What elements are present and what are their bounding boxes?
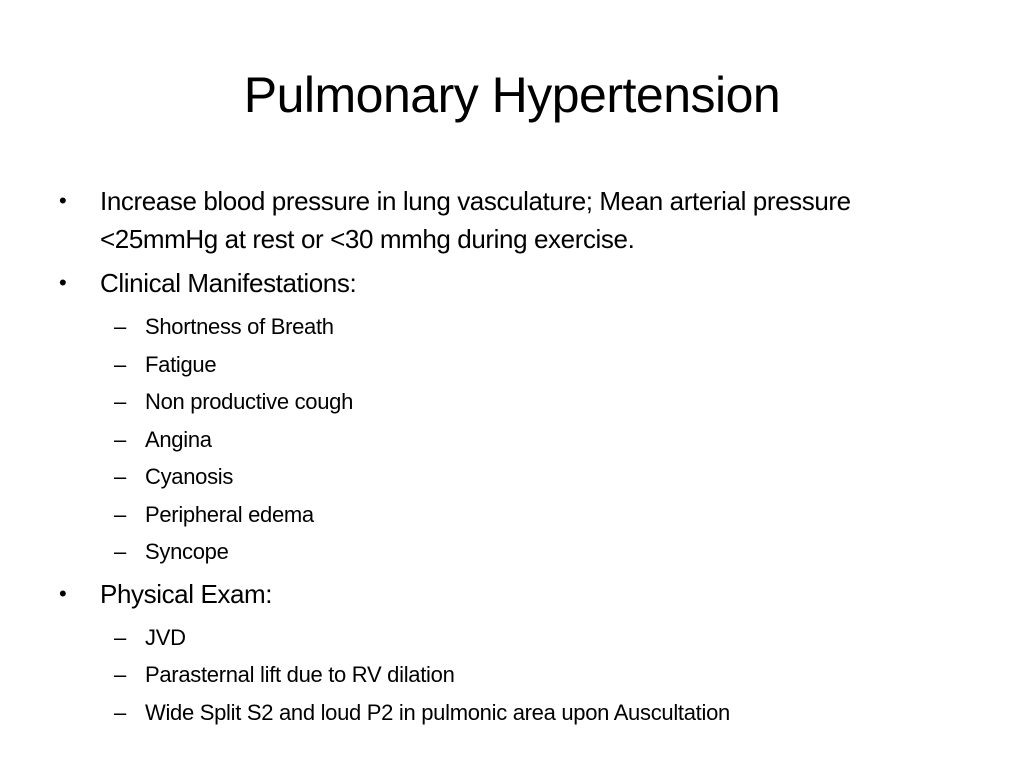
sub-bullet-text: Non productive cough — [145, 389, 354, 414]
dash-icon: – — [114, 351, 126, 377]
bullet-text: Increase blood pressure in lung vasculature; Mean arterial pressure <25mmHg at rest or <30 mmhg during exercise. — [100, 186, 851, 254]
dash-icon: – — [114, 539, 126, 564]
slide-body — [57, 182, 957, 735]
dash-icon: – — [114, 624, 126, 650]
bullet-text: Clinical Manifestations: — [100, 268, 357, 298]
sub-bullet-item — [57, 533, 957, 571]
sub-bullet-text: Peripheral edema — [145, 501, 314, 527]
sub-bullet-text: Fatigue — [145, 351, 217, 377]
sub-bullet-item — [57, 346, 957, 384]
sub-bullet-item — [57, 421, 957, 459]
sub-bullet-text: JVD — [145, 624, 186, 650]
clinical-manifestations-list — [57, 308, 957, 571]
bullet-item-definition — [57, 182, 957, 258]
sub-bullet-text: Parasternal lift due to RV dilation — [145, 662, 455, 687]
physical-exam-list — [57, 619, 957, 732]
sub-bullet-item — [57, 496, 957, 534]
dash-icon: – — [114, 426, 126, 452]
sub-bullet-text: Shortness of Breath — [145, 314, 334, 339]
dash-icon: – — [114, 464, 126, 489]
sub-bullet-item — [57, 619, 957, 657]
dash-icon: – — [114, 314, 126, 339]
bullet-item-physical-exam — [57, 575, 957, 613]
sub-bullet-item — [57, 308, 957, 346]
bullet-icon: • — [59, 270, 67, 295]
bullet-text: Physical Exam: — [100, 578, 273, 609]
sub-bullet-text: Cyanosis — [145, 464, 234, 489]
bullet-item-clinical-manifestations — [57, 264, 957, 302]
sub-bullet-item — [57, 656, 957, 694]
sub-bullet-text: Syncope — [145, 539, 229, 564]
sub-bullet-item — [57, 383, 957, 421]
bullet-icon: • — [59, 188, 67, 213]
dash-icon: – — [114, 389, 126, 414]
dash-icon: – — [114, 501, 126, 527]
dash-icon: – — [114, 662, 126, 687]
sub-bullet-text: Angina — [145, 426, 212, 452]
dash-icon: – — [114, 699, 126, 725]
sub-bullet-item — [57, 458, 957, 496]
sub-bullet-item — [57, 694, 957, 732]
slide-title: Pulmonary Hypertension — [243, 67, 781, 123]
sub-bullet-text: Wide Split S2 and loud P2 in pulmonic area upon Auscultation — [145, 699, 730, 725]
bullet-icon: • — [59, 580, 67, 606]
